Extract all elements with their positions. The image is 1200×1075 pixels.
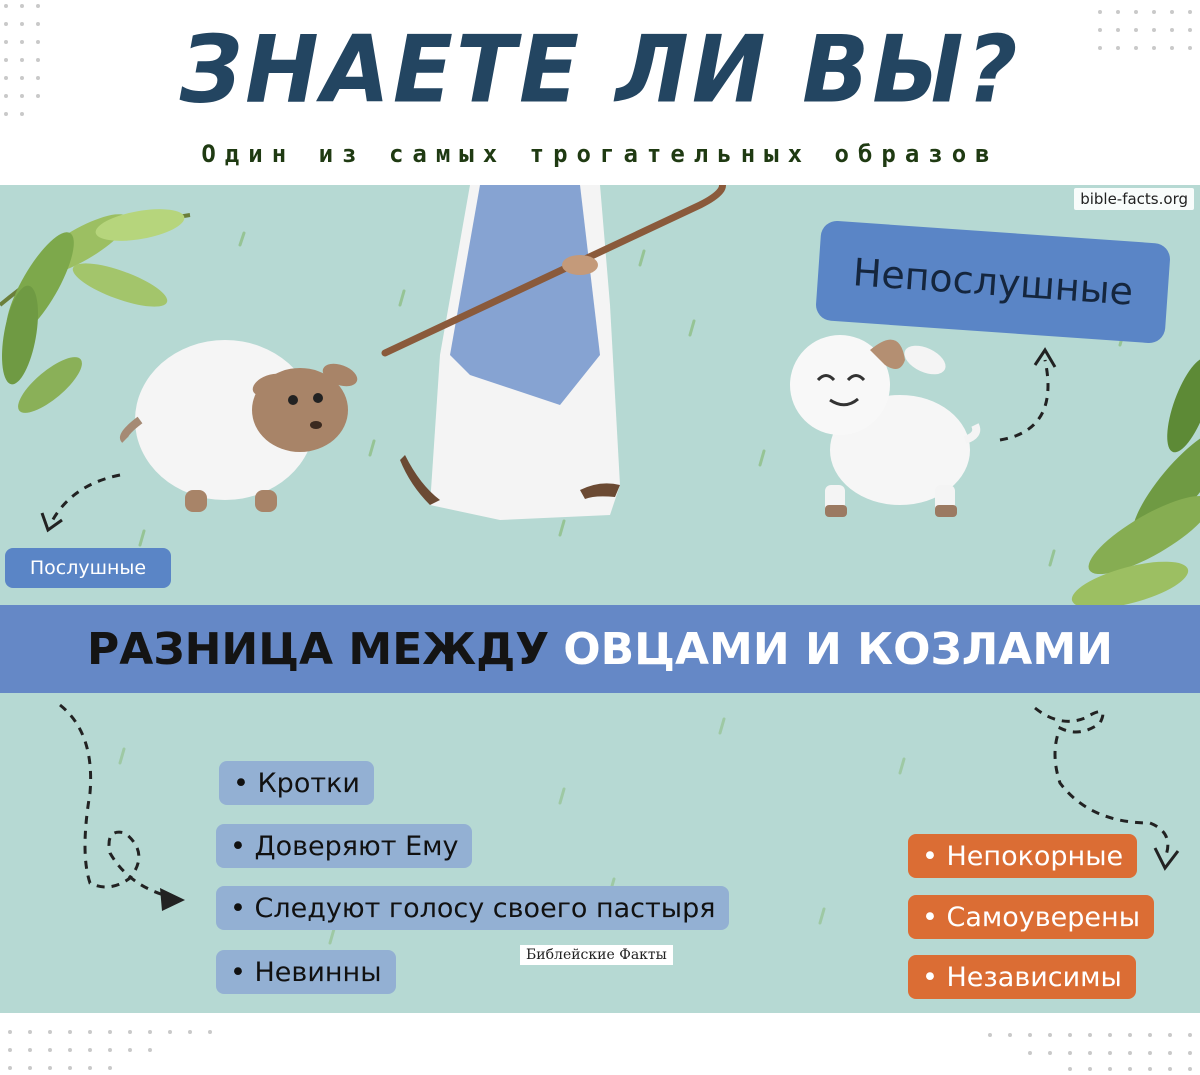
obedient-tag: Послушные bbox=[5, 548, 171, 588]
difference-banner bbox=[0, 605, 1200, 693]
dot-pattern-bottom-right bbox=[960, 1025, 1200, 1075]
arrow-to-sheep-traits bbox=[60, 705, 175, 898]
goat-trait-item: • Непокорные bbox=[908, 834, 1137, 878]
banner-text-light: ОВЦАМИ И КОЗЛАМИ bbox=[563, 623, 1113, 675]
sheep-trait-item: • Доверяют Ему bbox=[216, 824, 472, 868]
sheep-trait-item: • Невинны bbox=[216, 950, 396, 994]
sheep-trait-item: • Кротки bbox=[219, 761, 374, 805]
sheep-figure bbox=[124, 340, 360, 512]
page-title: ЗНАЕТЕ ЛИ ВЫ? bbox=[179, 15, 1021, 124]
leaves-bottom-right bbox=[1067, 353, 1200, 605]
dot-pattern-bottom-left bbox=[0, 1020, 240, 1075]
site-url-label: bible-facts.org bbox=[1074, 188, 1194, 210]
goat-figure bbox=[790, 335, 976, 517]
arrow-to-sheep-tag bbox=[50, 475, 120, 525]
goat-trait-item: • Независимы bbox=[908, 955, 1136, 999]
sheep-trait-item: • Следуют голосу своего пастыря bbox=[216, 886, 729, 930]
arrow-to-goat-tag bbox=[1000, 360, 1048, 440]
page-subtitle: Один из самых трогательных образов bbox=[201, 140, 999, 168]
disobedient-tag: Непослушные bbox=[815, 220, 1171, 344]
banner-text-dark: РАЗНИЦА МЕЖДУ bbox=[87, 623, 550, 675]
goat-trait-item: • Самоуверены bbox=[908, 895, 1154, 939]
watermark-label: Библейские Факты bbox=[520, 945, 673, 965]
